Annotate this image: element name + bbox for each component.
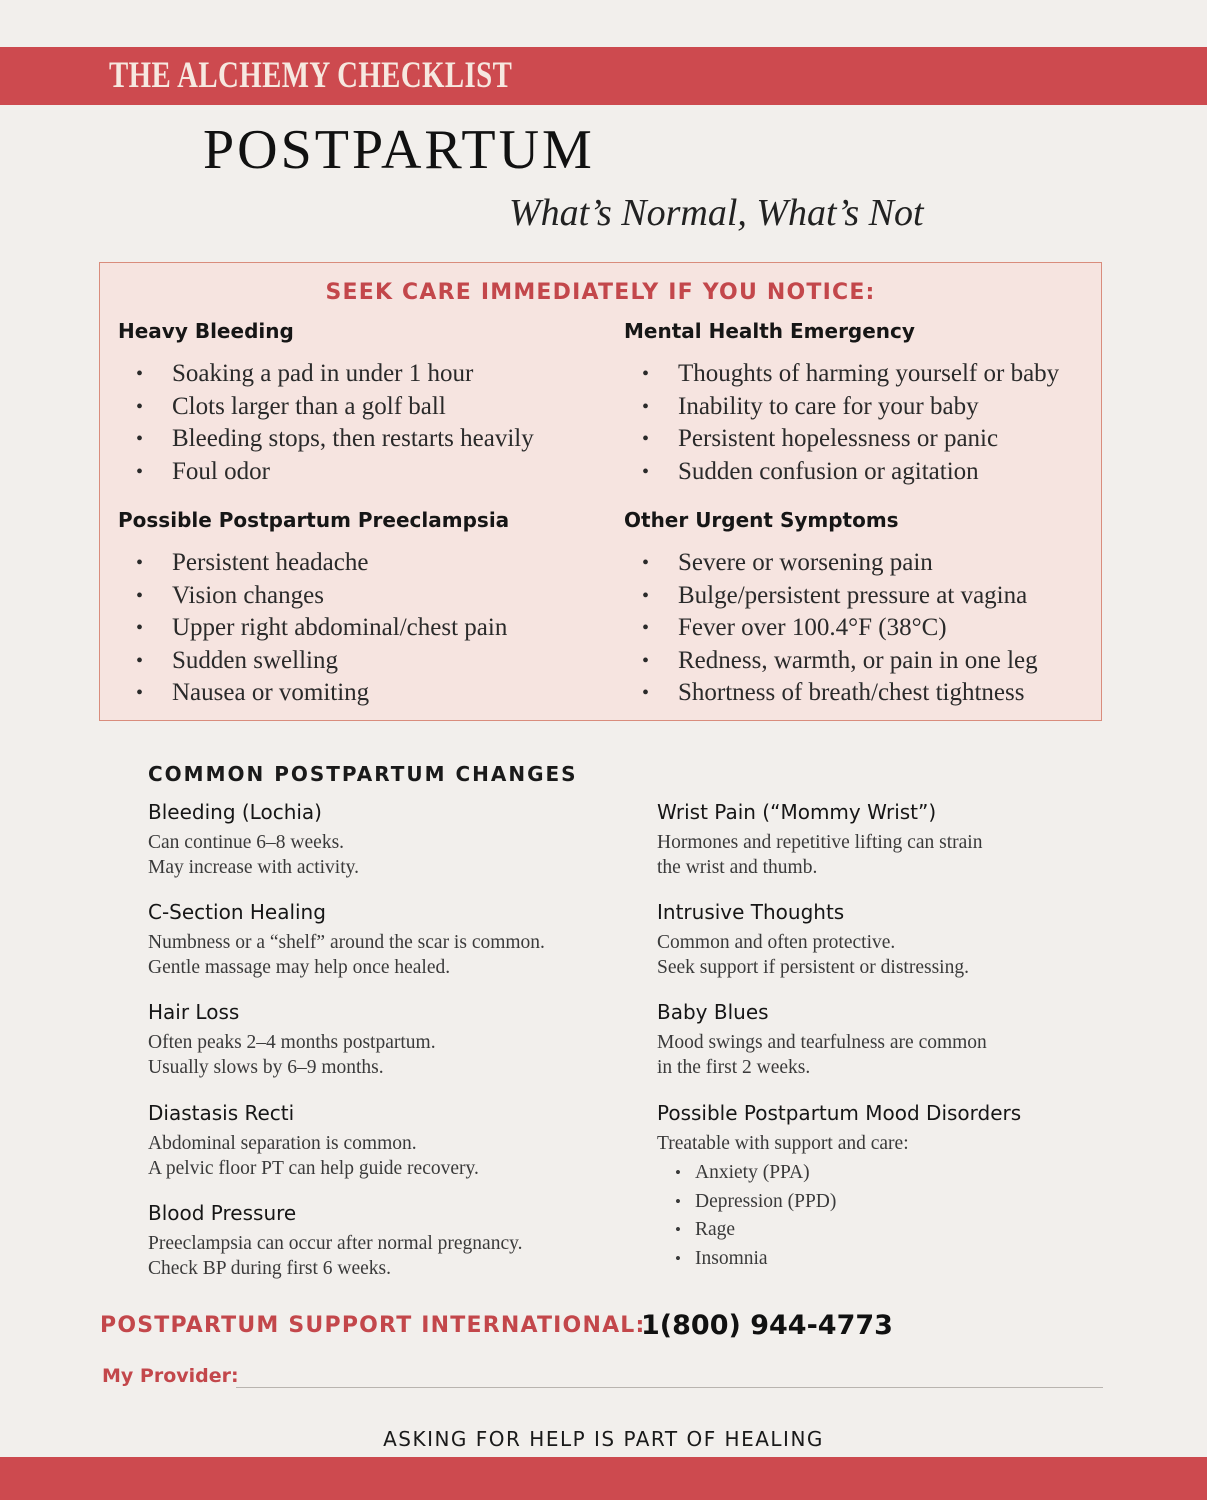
symptom-item: • Fever over 100.4°F (38°C) bbox=[624, 613, 1094, 646]
change-description: Numbness or a “shelf” around the scar is common. Gentle massage may help once healed. bbox=[148, 932, 545, 978]
symptom-group-other-urgent bbox=[624, 506, 1094, 711]
change-description: Treatable with support and care: bbox=[657, 1133, 909, 1154]
symptom-item: • Persistent hopelessness or panic bbox=[624, 424, 1094, 457]
symptom-item: • Bleeding stops, then restarts heavily bbox=[118, 424, 588, 457]
change-c-section-healing bbox=[148, 898, 618, 980]
support-line-label: POSTPARTUM SUPPORT INTERNATIONAL: bbox=[100, 1313, 646, 1338]
change-description: Mood swings and tearfulness are common in the first 2 weeks. bbox=[657, 1032, 987, 1078]
mood-disorder-item: • Anxiety (PPA) bbox=[657, 1159, 1127, 1188]
symptom-item: • Shortness of breath/chest tightness bbox=[624, 678, 1094, 711]
mood-disorder-item: • Depression (PPD) bbox=[657, 1188, 1127, 1217]
page-title: POSTPARTUM bbox=[203, 119, 595, 181]
change-description: Abdominal separation is common. A pelvic floor PT can help guide recovery. bbox=[148, 1133, 479, 1179]
change-wrist-pain bbox=[657, 798, 1127, 880]
urgent-care-heading: SEEK CARE IMMEDIATELY IF YOU NOTICE: bbox=[325, 280, 876, 305]
symptom-item: • Severe or worsening pain bbox=[624, 548, 1094, 581]
mood-disorder-item: • Rage bbox=[657, 1216, 1127, 1245]
change-title: C-Section Healing bbox=[148, 900, 326, 924]
change-title: Diastasis Recti bbox=[148, 1101, 295, 1125]
symptom-item: • Sudden confusion or agitation bbox=[624, 457, 1094, 490]
change-blood-pressure bbox=[148, 1199, 618, 1281]
symptom-item: • Vision changes bbox=[118, 581, 588, 614]
symptom-item: • Upper right abdominal/chest pain bbox=[118, 613, 588, 646]
symptom-item: • Sudden swelling bbox=[118, 646, 588, 679]
symptom-item: • Nausea or vomiting bbox=[118, 678, 588, 711]
change-title: Possible Postpartum Mood Disorders bbox=[657, 1101, 1022, 1125]
symptom-list bbox=[624, 548, 1094, 711]
symptom-group-preeclampsia bbox=[118, 506, 588, 711]
change-description: Hormones and repetitive lifting can strain the wrist and thumb. bbox=[657, 832, 983, 878]
change-description: Can continue 6–8 weeks. May increase with activity. bbox=[148, 832, 359, 878]
brand-name: THE ALCHEMY CHECKLIST bbox=[109, 55, 513, 96]
change-title: Wrist Pain (“Mommy Wrist”) bbox=[657, 800, 937, 824]
symptom-group-heading: Other Urgent Symptoms bbox=[624, 508, 899, 532]
change-description: Often peaks 2–4 months postpartum. Usually slows by 6–9 months. bbox=[148, 1032, 436, 1078]
symptom-group-heading: Possible Postpartum Preeclampsia bbox=[118, 508, 510, 532]
bottom-banner bbox=[0, 1457, 1207, 1500]
symptom-group-heading: Heavy Bleeding bbox=[118, 319, 294, 343]
page-subtitle: What’s Normal, What’s Not bbox=[509, 192, 924, 234]
change-title: Baby Blues bbox=[657, 1000, 769, 1024]
symptom-item: • Bulge/persistent pressure at vagina bbox=[624, 581, 1094, 614]
urgent-care-panel bbox=[99, 262, 1102, 721]
change-title: Blood Pressure bbox=[148, 1201, 297, 1225]
symptom-list bbox=[118, 548, 588, 711]
symptom-item: • Inability to care for your baby bbox=[624, 392, 1094, 425]
change-title: Bleeding (Lochia) bbox=[148, 800, 322, 824]
mood-disorder-list bbox=[657, 1159, 1127, 1273]
provider-write-in-line bbox=[236, 1387, 1103, 1388]
support-phone-number: 1(800) 944-4773 bbox=[641, 1310, 893, 1341]
change-mood-disorders bbox=[657, 1099, 1127, 1273]
symptom-group-mental-health bbox=[624, 317, 1094, 489]
change-diastasis-recti bbox=[148, 1099, 618, 1181]
symptom-group-heading: Mental Health Emergency bbox=[624, 319, 915, 343]
symptom-item: • Foul odor bbox=[118, 457, 588, 490]
change-bleeding-lochia bbox=[148, 798, 618, 880]
change-title: Intrusive Thoughts bbox=[657, 900, 845, 924]
symptom-item: • Persistent headache bbox=[118, 548, 588, 581]
change-title: Hair Loss bbox=[148, 1000, 240, 1024]
symptom-item: • Redness, warmth, or pain in one leg bbox=[624, 646, 1094, 679]
symptom-group-heavy-bleeding bbox=[118, 317, 588, 489]
footer-tagline: ASKING FOR HELP IS PART OF HEALING bbox=[383, 1427, 824, 1451]
change-intrusive-thoughts bbox=[657, 898, 1127, 980]
change-baby-blues bbox=[657, 998, 1127, 1080]
top-banner bbox=[0, 47, 1207, 105]
symptom-item: • Clots larger than a golf ball bbox=[118, 392, 588, 425]
symptom-item: • Soaking a pad in under 1 hour bbox=[118, 359, 588, 392]
symptom-list bbox=[118, 359, 588, 489]
provider-label: My Provider: bbox=[102, 1365, 239, 1387]
change-hair-loss bbox=[148, 998, 618, 1080]
change-description: Common and often protective. Seek support if persistent or distressing. bbox=[657, 932, 969, 978]
mood-disorder-item: • Insomnia bbox=[657, 1245, 1127, 1274]
common-changes-heading: COMMON POSTPARTUM CHANGES bbox=[148, 762, 578, 786]
symptom-item: • Thoughts of harming yourself or baby bbox=[624, 359, 1094, 392]
symptom-list bbox=[624, 359, 1094, 489]
change-description: Preeclampsia can occur after normal pregnancy. Check BP during first 6 weeks. bbox=[148, 1233, 523, 1279]
